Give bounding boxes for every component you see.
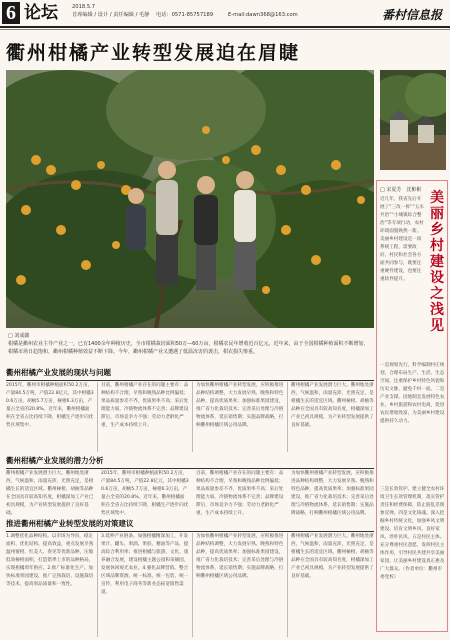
village-illustration xyxy=(380,70,446,170)
article-paragraph: 1.调整优化品种结构。以市场为导向，稳定面积、优化结构、提高效益，重点发展早熟温州蜜柑、红美人、春见等优新品种，压缩低效椪柑面积，打造错季上市的品种格局，实现柑橘周年供应。2.推广标准化生产。加快标准果园建设，推广完熟栽培、设施栽培等技术，提高果品质量和一致性。 xyxy=(6,534,94,587)
issue-date: 2018.5.7 xyxy=(72,4,96,10)
column-divider xyxy=(97,533,98,637)
article-paragraph: 衢州柑橘产业发展潜力巨大。衢州地处浙西，气候温和，雨量充沛，光照充足，是柑橘生长的适宜区域。衢州椪柑、胡柚等品种在全国具有较高知名度，柑橘深加工产业已初具规模，为产业转型发展提供了良好基础。 xyxy=(291,383,374,428)
article-paragraph: 目前，衢州柑橘产业存在的问题主要有：品种结构不合理，早熟和晚熟品种比例偏低；果品质量参差不齐，优质果率不高；采后处理能力弱，冷链物流体系不完善；品牌建设滞后，市场竞争力不强；劳动力老龄化严重，生产成本持续上升。 xyxy=(196,471,284,516)
column-divider xyxy=(287,382,288,452)
article-paragraph: 为加快衢州柑橘产业转型发展，应积极推进品种结构调整，大力发展早熟、晚熟和特色品种，提高优质果率；加强标准果园建设，推广省力化栽培技术；完善采后处理与冷链物流体系，延长销售期；实施品牌战略，打响衢州柑橘区域公用品牌。 xyxy=(291,471,374,516)
article-paragraph: 3.延伸产业链条。加强柑橘精深加工，开发果汁、罐头、果酒、果胶、精油等产品，提高综合利用率；推进柑橘与旅游、文化、康养融合发展，建设柑橘主题公园和采摘园，发展休闲观光农业。4.强化品牌营销。整合区域品牌资源，统一标准、统一包装、统一宣传，利用电子商务等新业态拓宽销售渠道。 xyxy=(101,534,189,595)
column-divider xyxy=(287,533,288,637)
sidebar-paragraph: 近几年，我省先后开展了“三改一拆”“五水共治”“小城镇综合整治”等专项行动，农村环境面貌焕然一新。美丽乡村建设是一项系统工程，需要政府、村民和社会各方面共同参与，既要注重硬件建设，也要注重软件提升。 xyxy=(380,197,424,282)
sidebar-title: 美丽乡村建设之浅见 xyxy=(430,190,444,334)
article-paragraph: 2015年，衢州市柑橘种植面积50.2万亩，产量84.5万吨，产值22.8亿元，其中柑橘30.6万亩，胡柚5.7万亩，椪柑6.3万亩，产量占全省的20.8%。近年来，衢州柑橘面积在全省占比持续下降，柑橘生产逐步向优势区域集中。 xyxy=(101,471,189,516)
sidebar-paragraph: 三是长效管护。建立健全农村环境卫生长效管理机制，落实管护责任和经费保障，防止脏乱差现象反弹。四是文化铸魂。深入挖掘乡村传统文化，加强乡风文明建设，培育文明乡风、良好家风、淳朴民风。五是村民主体。充分尊重村民意愿，发挥村民主体作用，引导村民共建共享美丽家园，让美丽乡村建设真正惠及广大群众。（作者单位：衢州市委党校） xyxy=(380,487,445,580)
sidebar-byline: □ 宋夏芳 沈彬彬 xyxy=(380,187,422,193)
column-divider xyxy=(192,533,193,637)
sidebar-photo xyxy=(380,70,446,170)
article-paragraph: 目前，衢州柑橘产业存在的问题主要有：品种结构不合理，早熟和晚熟品种比例偏低；果品质量参差不齐，优质果率不高；采后处理能力弱，冷链物流体系不完善；品牌建设滞后，市场竞争力不强；劳动力老龄化严重，生产成本持续上升。 xyxy=(101,383,189,428)
article-paragraph: 衢州柑橘产业发展潜力巨大。衢州地处浙西，气候温和，雨量充沛，光照充足，是柑橘生长的适宜区域。衢州椪柑、胡柚等品种在全国具有较高知名度，柑橘深加工产业已初具规模，为产业转型发展提供了良好基础。 xyxy=(6,471,94,516)
phone-number: 电话：0571-85757189 xyxy=(156,12,214,18)
header-rule xyxy=(0,26,450,28)
orchard-photo xyxy=(6,70,374,328)
masthead-logo: 番村信息报 xyxy=(381,8,442,22)
editor-line: 首席编辑 / 设计 / 责任编辑 / 毛静 xyxy=(72,12,150,18)
column-divider xyxy=(192,382,193,452)
section-heading-status: 衢州柑橘产业发展的现状与问题 xyxy=(6,367,374,381)
header-rule-thin xyxy=(0,29,450,30)
photo-caption: 柑橘是衢州农业主导产业之一，已有1400余年种植历史，全市柑橘栽培面积50万—60万亩，柑橘农民年增收近百亿元。近年来，由于全国柑橘种植面积不断增加，柑橘市场日趋饱和，衢州柑橘种植效益不断下降。今年，衢州柑橘产业又遭遇了低温冻害的袭击，柑农损失惨重。 xyxy=(8,341,369,355)
sidebar-paragraph: 一是规划先行。科学编制村庄规划，合理布局生产、生活、生态空间，注重保护乡村特色风貌和历史文脉，避免千村一面。二是产业支撑。因地制宜发展特色农业、乡村旅游和农村电商，促进农民增收致富，为美丽乡村建设提供持久动力。 xyxy=(380,363,445,424)
email-address: E-mail:dawn368@163.com xyxy=(228,12,298,18)
section-heading-potential: 衢州柑橘产业发展的潜力分析 xyxy=(6,455,374,469)
article-paragraph: 为加快衢州柑橘产业转型发展，应积极推进品种结构调整，大力发展早熟、晚熟和特色品种，提高优质果率；加强标准果园建设，推广省力化栽培技术；完善采后处理与冷链物流体系，延长销售期；实施品牌战略，打响衢州柑橘区域公用品牌。 xyxy=(196,383,284,428)
section-title: 论坛 xyxy=(24,3,58,23)
article-paragraph: 为加快衢州柑橘产业转型发展，应积极推进品种结构调整，大力发展早熟、晚熟和特色品种，提高优质果率；加强标准果园建设，推广省力化栽培技术；完善采后处理与冷链物流体系，延长销售期；实施品牌战略，打响衢州柑橘区域公用品牌。 xyxy=(196,534,284,579)
article-paragraph: 衢州柑橘产业发展潜力巨大。衢州地处浙西，气候温和，雨量充沛，光照充足，是柑橘生长的适宜区域。衢州椪柑、胡柚等品种在全国具有较高知名度，柑橘深加工产业已初具规模，为产业转型发展提供了良好基础。 xyxy=(291,534,374,579)
orchard-illustration xyxy=(6,70,374,328)
section-heading-measures: 推进衢州柑橘产业转型发展的对策建议 xyxy=(6,518,374,532)
photo-credit: □ 刘成懿 xyxy=(8,333,30,339)
page-number: 6 xyxy=(2,2,20,24)
article-headline: 衢州柑橘产业转型发展迫在眉睫 xyxy=(6,42,301,64)
article-paragraph: 2015年，衢州市柑橘种植面积50.2万亩，产量84.5万吨，产值22.8亿元，其中柑橘30.6万亩，胡柚5.7万亩，椪柑6.3万亩，产量占全省的20.8%。近年来，衢州柑橘面积在全省占比持续下降，柑橘生产逐步向优势区域集中。 xyxy=(6,383,94,428)
column-divider xyxy=(97,382,98,452)
